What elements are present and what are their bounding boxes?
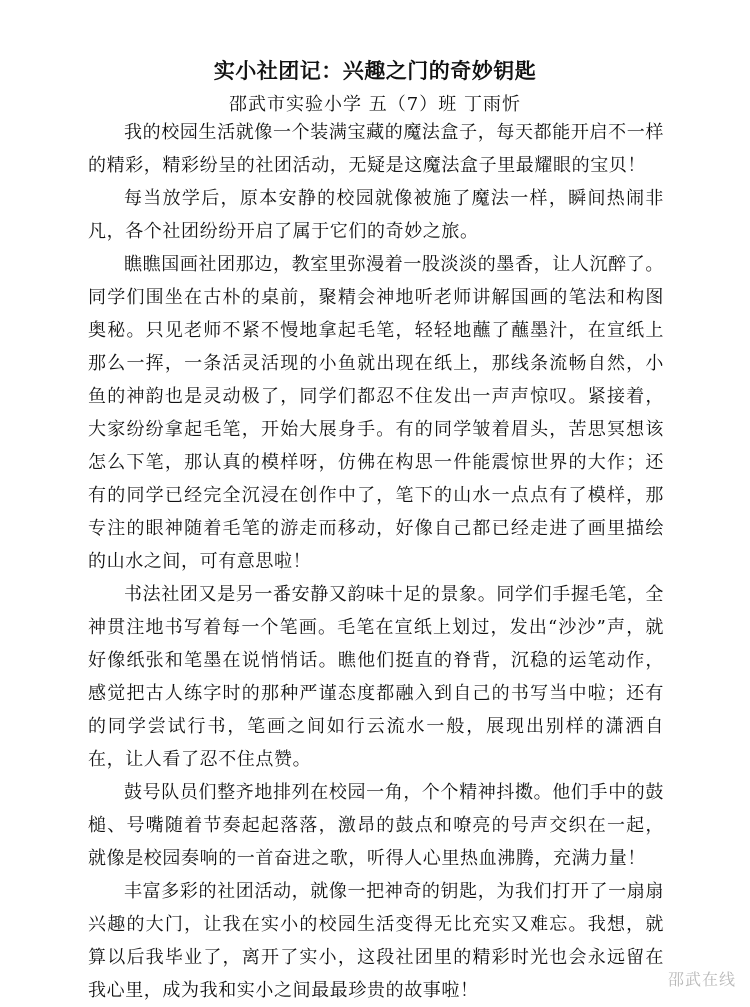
paragraph-5: 鼓号队员们整齐地排列在校园一角，个个精神抖擞。他们手中的鼓槌、号嘴随着节奏起起落落，激昂的鼓点和嘹亮的号声交织在一起，就像是校园奏响的一首奋进之歌，听得人心里热血沸腾，充满力量！ — [88, 782, 664, 869]
paragraph-3: 瞧瞧国画社团那边，教室里弥漫着一股淡淡的墨香，让人沉醉了。同学们围坐在古朴的桌前，聚精会神地听老师讲解国画的笔法和构图奥秘。只见老师不紧不慢地拿起毛笔，轻轻地蘸了蘸墨汁，在宣纸上那么一挥，一条活灵活现的小鱼就出现在纸上，那线条流畅自然，小鱼的神韵也是灵动极了，同学们都忍不住发出一声声惊叹。紧接着，大家纷纷拿起毛笔，开始大展身手。有的同学皱着眉头，苦思冥想该怎么下笔，那认真的模样呀，仿佛在构思一件能震惊世界的大作；还有的同学已经完全沉浸在创作中了，笔下的山水一点点有了模样，那专注的眼神随着毛笔的游走而移动，好像自己都已经走进了画里描绘的山水之间，可有意思啦！ — [88, 254, 664, 572]
paragraph-6: 丰富多彩的社团活动，就像一把神奇的钥匙，为我们打开了一扇扇兴趣的大门，让我在实小的校园生活变得无比充实又难忘。我想，就算以后我毕业了，离开了实小，这段社团里的精彩时光也会永远留在我心里，成为我和实小之间最最珍贵的故事啦！ — [88, 881, 664, 1001]
article-title: 实小社团记：兴趣之门的奇妙钥匙 — [213, 59, 537, 83]
article-body — [88, 116, 664, 1007]
paragraph-2: 每当放学后，原本安静的校园就像被施了魔法一样，瞬间热闹非凡，各个社团纷纷开启了属于它们的奇妙之旅。 — [88, 188, 664, 242]
paragraph-1: 我的校园生活就像一个装满宝藏的魔法盒子，每天都能开启不一样的精彩，精彩纷呈的社团活动，无疑是这魔法盒子里最耀眼的宝贝！ — [88, 122, 664, 176]
article-byline: 邵武市实验小学 五（7）班 丁雨忻 — [229, 94, 521, 115]
site-watermark: 邵武在线 — [667, 970, 736, 989]
paragraph-4: 书法社团又是另一番安静又韵味十足的景象。同学们手握毛笔，全神贯注地书写着每一个笔画。毛笔在宣纸上划过，发出“沙沙”声，就好像纸张和笔墨在说悄悄话。瞧他们挺直的脊背，沉稳的运笔动作，感觉把古人练字时的那种严谨态度都融入到自己的书写当中啦；还有的同学尝试行书，笔画之间如行云流水一般，展现出别样的潇洒自在，让人看了忍不住点赞。 — [88, 584, 664, 770]
